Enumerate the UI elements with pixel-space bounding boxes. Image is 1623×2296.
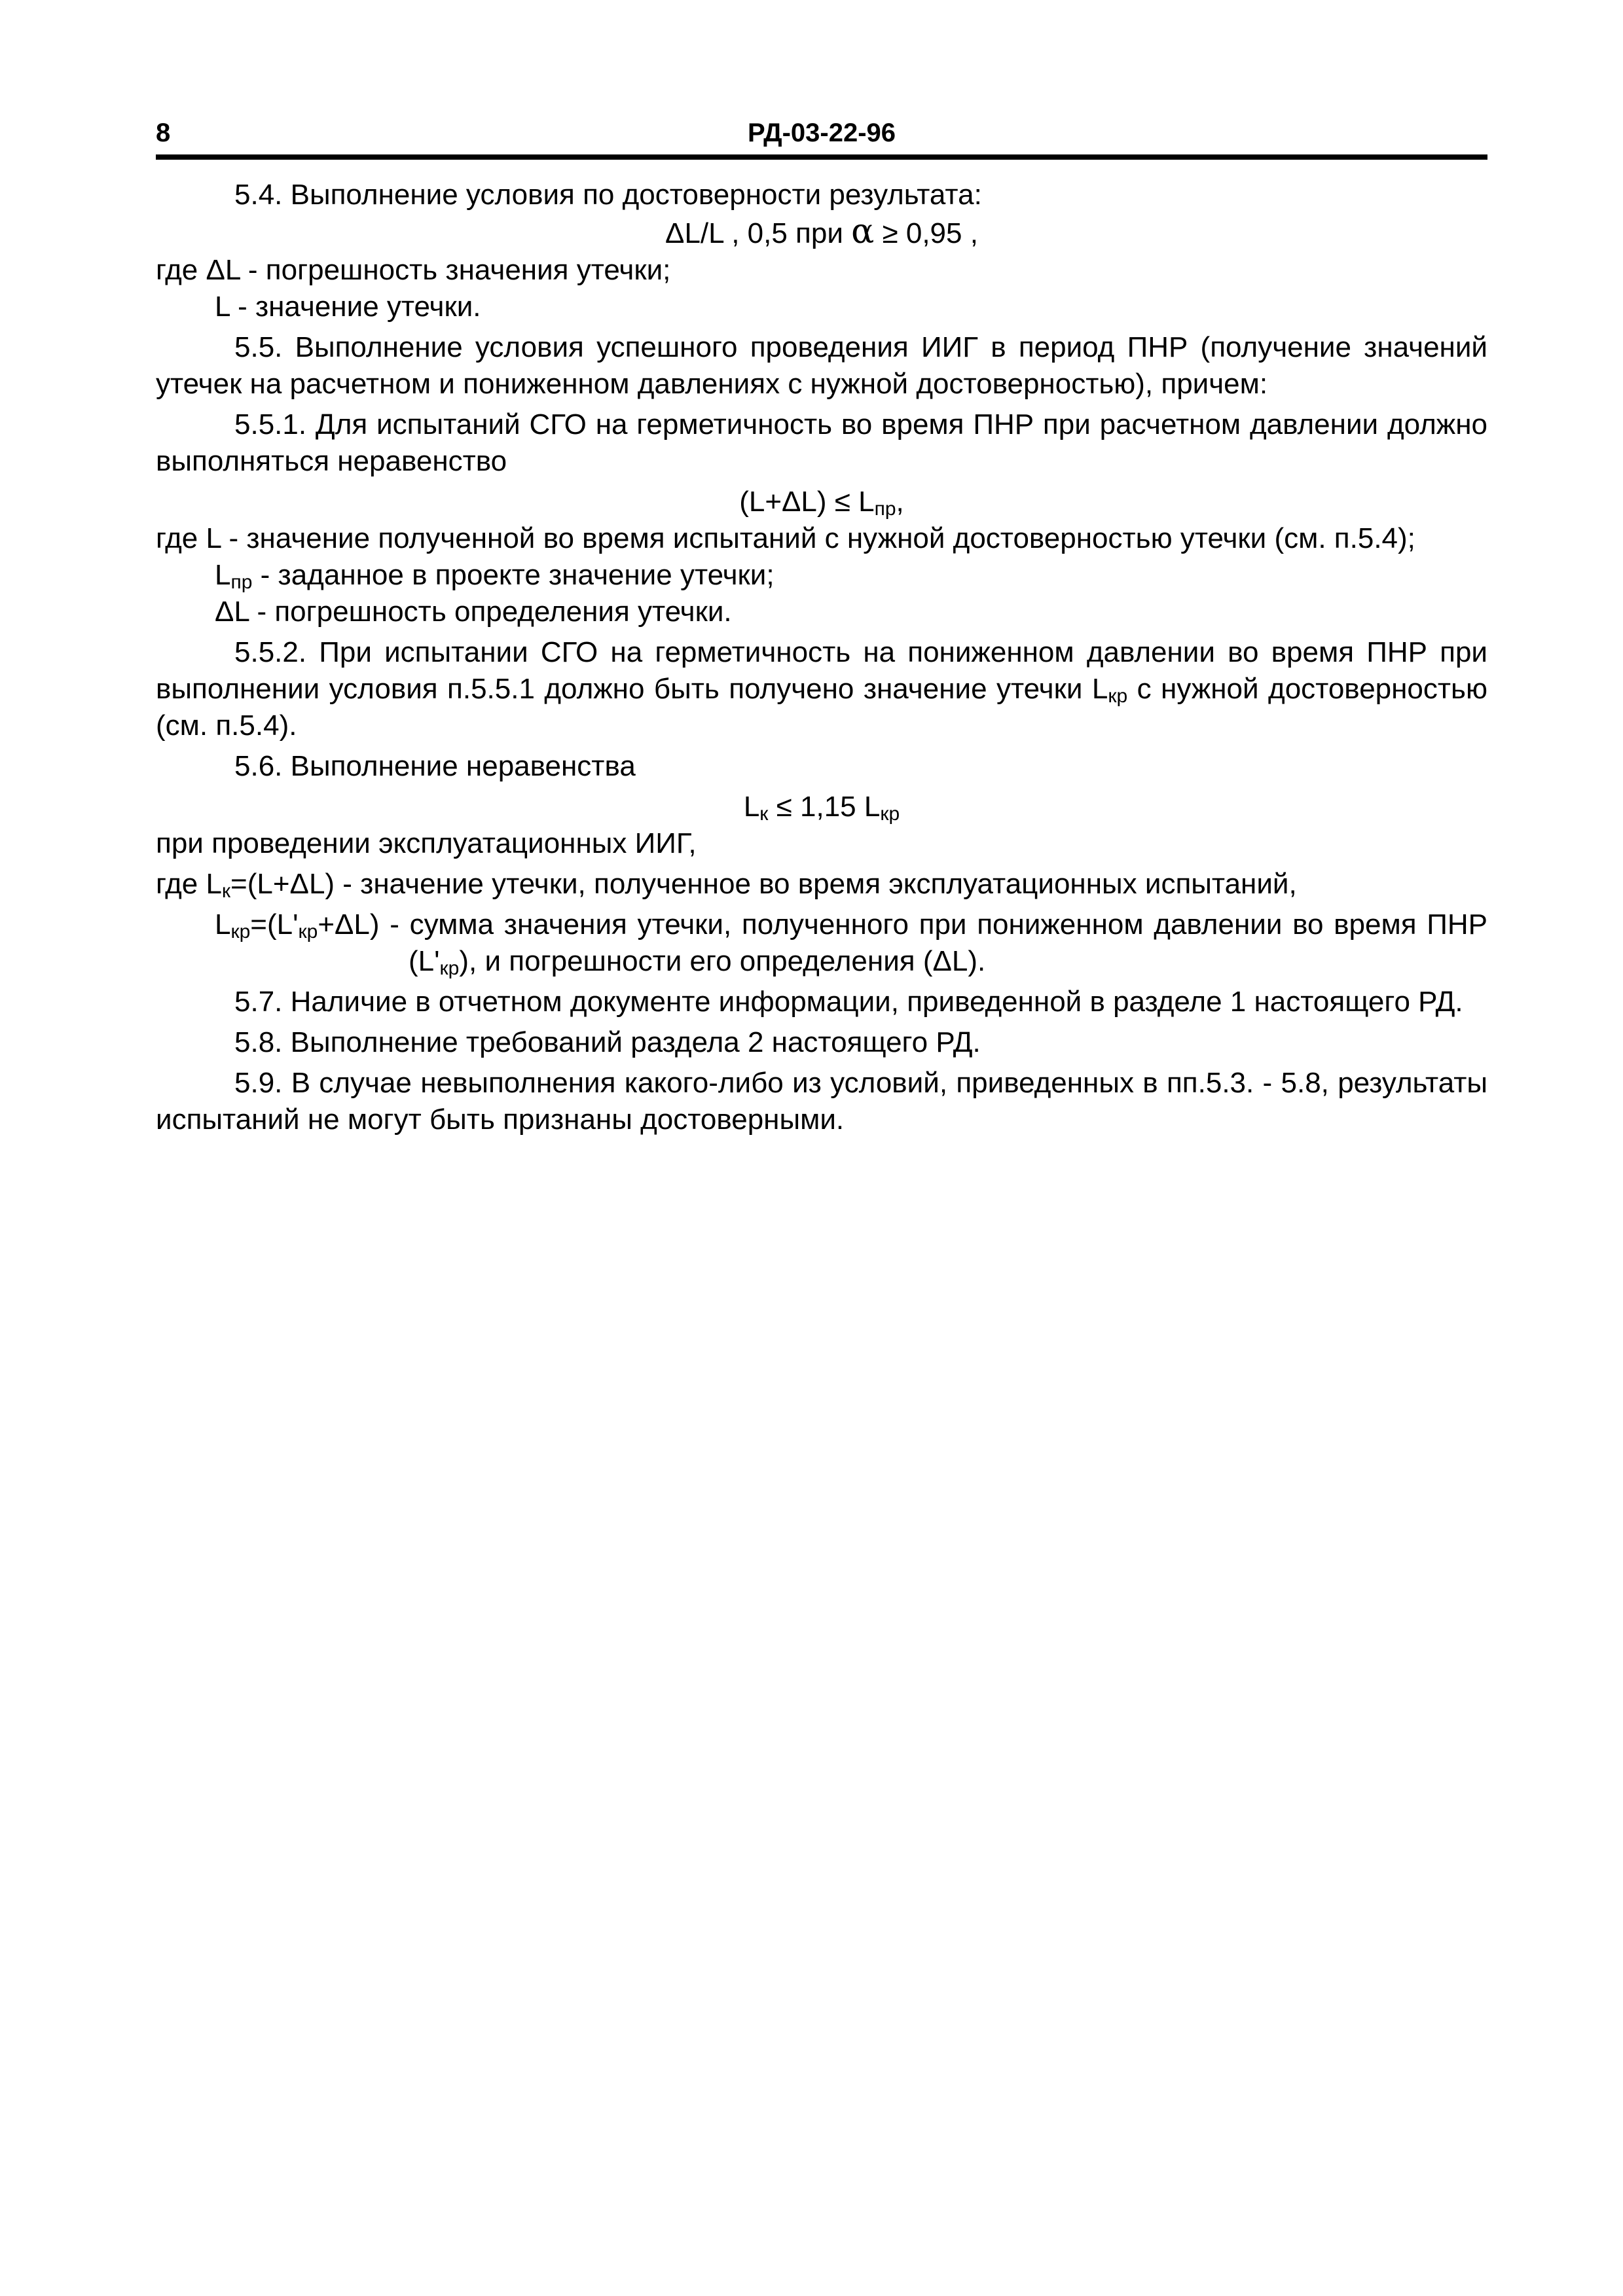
- clause-5-9: 5.9. В случае невыполнения какого-либо из условий, приведенных в пп.5.3. - 5.8, результаты испытаний не могут быть признаны достоверными.: [156, 1067, 1487, 1136]
- header-rule: [156, 154, 1487, 160]
- definition-l: L - значение утечки.: [215, 291, 481, 323]
- page-header: [156, 115, 1487, 151]
- alpha-symbol: α: [851, 212, 875, 251]
- definition-leak-error: ΔL - погрешность определения утечки.: [215, 596, 732, 628]
- clause-5-5-1: 5.5.1. Для испытаний СГО на герметичность во время ПНР при расчетном давлении должно выполняться неравенство: [156, 408, 1487, 477]
- document-code: РД-03-22-96: [747, 118, 896, 147]
- operational-tests-line: при проведении эксплуатационных ИИГ,: [156, 827, 697, 859]
- document-body: [156, 177, 1487, 1138]
- clause-5-6: 5.6. Выполнение неравенства: [234, 750, 636, 782]
- formula-design-pressure: $(L+\Delta L) \le L_{пр}$,: [739, 486, 904, 520]
- clause-5-5: 5.5. Выполнение условия успешного проведения ИИГ в период ПНР (получение значений утечек на расчетном и пониженном давлениях с нужной достоверностью), причем:: [156, 331, 1487, 400]
- formula-operational: $L_к \le 1,15$ $L_{кр}$: [743, 791, 900, 825]
- definition-lkr: $L_{кр}=(L'_{кр}+\Delta L)$ - сумма значения утечки, полученного при пониженном давлении во время ПНР $(L'_{кр})$, и погрешности его определения (ΔL).: [215, 908, 1487, 979]
- clause-5-4: 5.4. Выполнение условия по достоверности результата:: [234, 179, 982, 211]
- formula-reliability: ΔL/L , 0,5 при α ≥ 0,95 ,: [665, 212, 978, 251]
- definition-design-leak: $L_{пр}$ - заданное в проекте значение утечки;: [215, 559, 775, 593]
- page-number: 8: [156, 118, 171, 147]
- clause-5-8: 5.8. Выполнение требований раздела 2 настоящего РД.: [234, 1026, 981, 1058]
- clause-5-7: 5.7. Наличие в отчетном документе информации, приведенной в разделе 1 настоящего РД.: [234, 986, 1463, 1018]
- clause-5-5-2: 5.5.2. При испытании СГО на герметичность на пониженном давлении во время ПНР при выполнении условия п.5.5.1 должно быть получено значение утечки $L_{кр}$ с нужной достоверностью (см. п.5.4).: [156, 636, 1487, 742]
- definition-lk: где $L_к=(L+\Delta L)$ - значение утечки, полученное во время эксплуатационных испытаний,: [156, 868, 1297, 902]
- definition-delta-l: где ΔL - погрешность значения утечки;: [156, 254, 671, 286]
- definition-measured-leak: где L - значение полученной во время испытаний с нужной достоверностью утечки (см. п.5.4);: [156, 522, 1415, 554]
